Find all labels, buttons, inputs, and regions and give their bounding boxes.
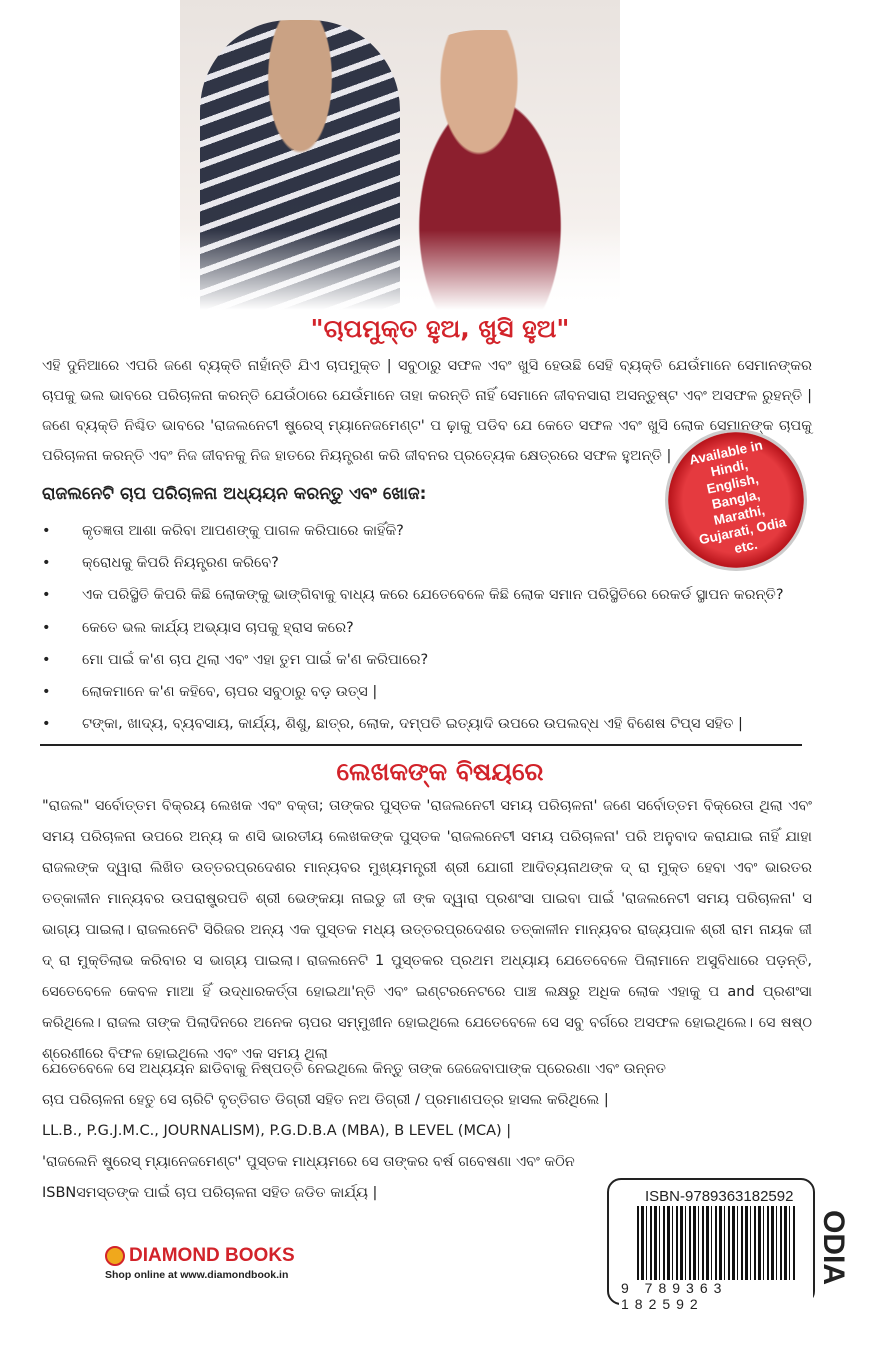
- list-item: • କୃତଜ୍ଞତା ଆଶା କରିବା ଆପଣଙ୍କୁ ପାଗଳ କରିପାରେ କାହିଁକି?: [42, 523, 404, 539]
- author-paragraph: "ରାଜଲ" ସର୍ବୋତ୍ତମ ବିକ୍ରୟ ଲେଖକ ଏବଂ ବକ୍ତା; ତାଙ୍କର ପୁସ୍ତକ 'ରାଜଲନେଟୀ ସମୟ ପରିଚାଳନା' ଜଣେ ସର୍ବୋତ୍ତମ ବିକ୍ରେତା ଥିଲା ଏବଂ ସମୟ ପରିଚାଳନା ଉପରେ ଅନ୍ୟ କ ଣସି ଭାରତୀୟ ଲେଖକଙ୍କ ପୁସ୍ତକ 'ରାଜଲନେଟୀ ସମୟ ପରିଚାଳନା' ପରି ଅନୁବାଦ କରାଯାଇ ନାହିଁ ଯାହା ରାଜଲଙ୍କ ଦ୍ୱାରା ଲିଖିତ ଉତ୍ତରପ୍ରଦେଶର ମାନ୍ୟବର ମୁଖ୍ୟମନ୍ତ୍ରୀ ଶ୍ରୀ ଯୋଗୀ ଆଦିତ୍ୟନାଥଙ୍କ ଦ୍ ରା ମୁକ୍ତ ହେବା ଏବଂ ଭାରତର ତତ୍କାଳୀନ ମାନ୍ୟବର ଉପରାଷ୍ଟ୍ରପତି ଶ୍ରୀ ଭେଙ୍କୟା ନାଇଡୁ ଜୀ ଙ୍କ ଦ୍ୱାରା ପ୍ରଶଂସା ପାଇବା ପାଇଁ 'ରାଜଲନେଟୀ ସମୟ ପରିଚାଳନା' ସ ଭାଗ୍ୟ ପାଇଲା। ରାଜଲନେଟି ସିରିଜର ଅନ୍ୟ ଏକ ପୁସ୍ତକ ମଧ୍ୟ ଉତ୍ତରପ୍ରଦେଶର ତତ୍କାଳୀନ ମାନ୍ୟବର ରାଜ୍ୟପାଳ ଶ୍ରୀ ରାମ ନାୟକ ଜୀ ଦ୍ ରା ମୁକ୍ତିଲାଭ କରିବାର ସ ଭାଗ୍ୟ ପାଇଲା। ରାଜଲନେଟି 1 ପୁସ୍ତକର ପ୍ରଥମ ଅଧ୍ୟାୟ ଯେତେବେଳେ ପିଲାମାନେ ଅସୁବିଧାରେ ପଡ଼ନ୍ତି, ସେତେବେଳେ କେବଳ ମାଆ ହିଁ ଉଦ୍ଧାରକର୍ତ୍ତା ହୋଇଥା'ନ୍ତି ଏବଂ ଇଣ୍ଟରନେଟରେ ପାଞ୍ଚ ଲକ୍ଷରୁ ଅଧିକ ଲୋକ ଏହାକୁ ପ and ପ୍ରଶଂସା କରିଥିଲେ। ରାଜଲ ତାଙ୍କ ପିଲାଦିନରେ ଅନେକ ଚାପର ସମ୍ମୁଖୀନ ହୋଇଥିଲେ ଯେତେବେଳେ ସେ ସବୁ ବର୍ଗରେ ଅସଫଳ ହୋଇଥିଲେ। ସେ ଷଷ୍ଠ ଶ୍ରେଣୀରେ ବିଫଳ ହୋଇଥିଲେ ଏବଂ ଏକ ସମୟ ଥିଲା: [42, 798, 812, 1062]
- publisher-logo: DIAMOND BOOKS Shop online at www.diamondbook.in: [105, 1245, 295, 1281]
- author-photo: [180, 0, 620, 310]
- intro-paragraph: ଏହି ଦୁନିଆରେ ଏପରି ଜଣେ ବ୍ୟକ୍ତି ନାହାଁନ୍ତି ଯିଏ ଚାପମୁକ୍ତ | ସବୁଠାରୁ ସଫଳ ଏବଂ ଖୁସି ହେଉଛି ସେହି ବ୍ୟକ୍ତି ଯେଉଁମାନେ ସେମାନଙ୍କର ଚାପକୁ ଭଲ ଭାବରେ ପରିଚାଳନା କରନ୍ତି ଯେଉଁଠାରେ ଯେଉଁମାନେ ତାହା କରନ୍ତି ନାହିଁ ସେମାନେ ଜୀବନସାରା ଅସନ୍ତୁଷ୍ଟ ଏବଂ ଅସଫଳ ରୁହନ୍ତି | ଜଣେ ବ୍ୟକ୍ତି ନିଶ୍ଚିତ ଭାବରେ 'ରାଜଲନେଟୀ ଷ୍ଟ୍ରେସ୍ ମ୍ୟାନେଜମେଣ୍ଟ' ପ ଢ଼ାକୁ ପଡିବ ଯେ କେତେ ସଫଳ ଏବଂ ଖୁସି ଲୋକ ସେମାନଙ୍କ ଚାପକୁ ପରିଚାଳନା କରନ୍ତି ଏବଂ ନିଜ ଜୀବନକୁ ନିଜ ହାତରେ ନିୟନ୍ତ୍ରଣ କରି ଜୀବନର ପ୍ରତ୍ୟେକ କ୍ଷେତ୍ରରେ ସଫଳ ହୁଅନ୍ତି |: [42, 358, 812, 464]
- features-heading: ରାଜଲନେଟି ଚାପ ପରିଚାଳନା ଅଧ୍ୟୟନ କରନ୍ତୁ ଏବଂ ଖୋଜ:: [42, 484, 427, 504]
- isbn-barcode: ISBN-9789363182592 9 789363 182592: [607, 1178, 815, 1305]
- list-item: • କ୍ରୋଧକୁ କିପରି ନିୟନ୍ତ୍ରଣ କରିବେ?: [42, 555, 279, 572]
- list-item: • ଲୋକମାନେ କ'ଣ କହିବେ, ଚାପର ସବୁଠାରୁ ବଡ଼ ଉତ୍ସ |: [42, 683, 378, 700]
- list-item: • ଟଙ୍କା, ଖାଦ୍ୟ, ବ୍ୟବସାୟ, କାର୍ଯ୍ୟ, ଶିଶୁ, ଛାତ୍ର, ଲୋକ, ଦମ୍ପତି ଇତ୍ୟାଦି ଉପରେ ଉପଲବ୍ଧ ଏହି ବିଶେଷ ଟିପ୍ସ ସହିତ |: [42, 716, 743, 733]
- author-details: ଯେତେବେଳେ ସେ ଅଧ୍ୟୟନ ଛାଡିବାକୁ ନିଷ୍ପତ୍ତି ନେଇଥିଲେ କିନ୍ତୁ ତାଙ୍କ ଜେଜେବାପାଙ୍କ ପ୍ରେରଣା ଏବଂ ଉନ୍ନତ ଚାପ ପରିଚାଳନା ହେତୁ ସେ ଚାରିଟି ବୃତ୍ତିଗତ ଡିଗ୍ରୀ ସହିତ ନଅ ଡିଗ୍ରୀ / ପ୍ରମାଣପତ୍ର ହାସଲ କରିଥିଲେ | LL.B., P.G.J.M.C., JOURNALISM), P.G.D.B.A (MBA), B LEVEL (MCA) | 'ରାଜଲେନି ଷ୍ଟ୍ରେସ୍ ମ୍ୟାନେଜମେଣ୍ଟ' ପୁସ୍ତକ ମାଧ୍ୟମରେ ସେ ତାଙ୍କର ବର୍ଷ ଗବେଷଣା ଏବଂ କଠିନ ISBNସମସ୍ତଙ୍କ ପାଇଁ ଚାପ ପରିଚାଳନା ସହିତ ଜଡିତ କାର୍ଯ୍ୟ |: [42, 1061, 666, 1201]
- availability-badge: Available in Hindi, English, Bangla, Marathi, Gujarati, Odia etc.: [655, 419, 816, 580]
- diamond-logo-icon: [105, 1246, 125, 1266]
- book-slogan: "ଚାପମୁକ୍ତ ହୁଅ, ଖୁସି ହୁଅ": [310, 314, 570, 343]
- list-item: • ମୋ ପାଇଁ କ'ଣ ଚାପ ଥିଲା ଏବଂ ଏହା ତୁମ ପାଇଁ କ'ଣ କରିପାରେ?: [42, 651, 429, 668]
- divider: [40, 744, 802, 746]
- list-item: • ଏକ ପରିସ୍ଥିତି କିପରି କିଛି ଲୋକଙ୍କୁ ଭାଙ୍ଗିବାକୁ ବାଧ୍ୟ କରେ ଯେତେବେଳେ କିଛି ଲୋକ ସମାନ ପରିସ୍ଥିତିରେ ରେକର୍ଡ ସ୍ଥାପନ କରନ୍ତି?: [42, 587, 784, 604]
- author-heading: ଲେଖକଙ୍କ ବିଷୟରେ: [336, 757, 544, 786]
- list-item: • କେତେ ଭଲ କାର୍ଯ୍ୟ ଅଭ୍ୟାସ ଚାପକୁ ହ୍ରାସ କରେ?: [42, 619, 354, 636]
- language-label: ODIA: [817, 1210, 850, 1285]
- feature-list: [42, 516, 784, 741]
